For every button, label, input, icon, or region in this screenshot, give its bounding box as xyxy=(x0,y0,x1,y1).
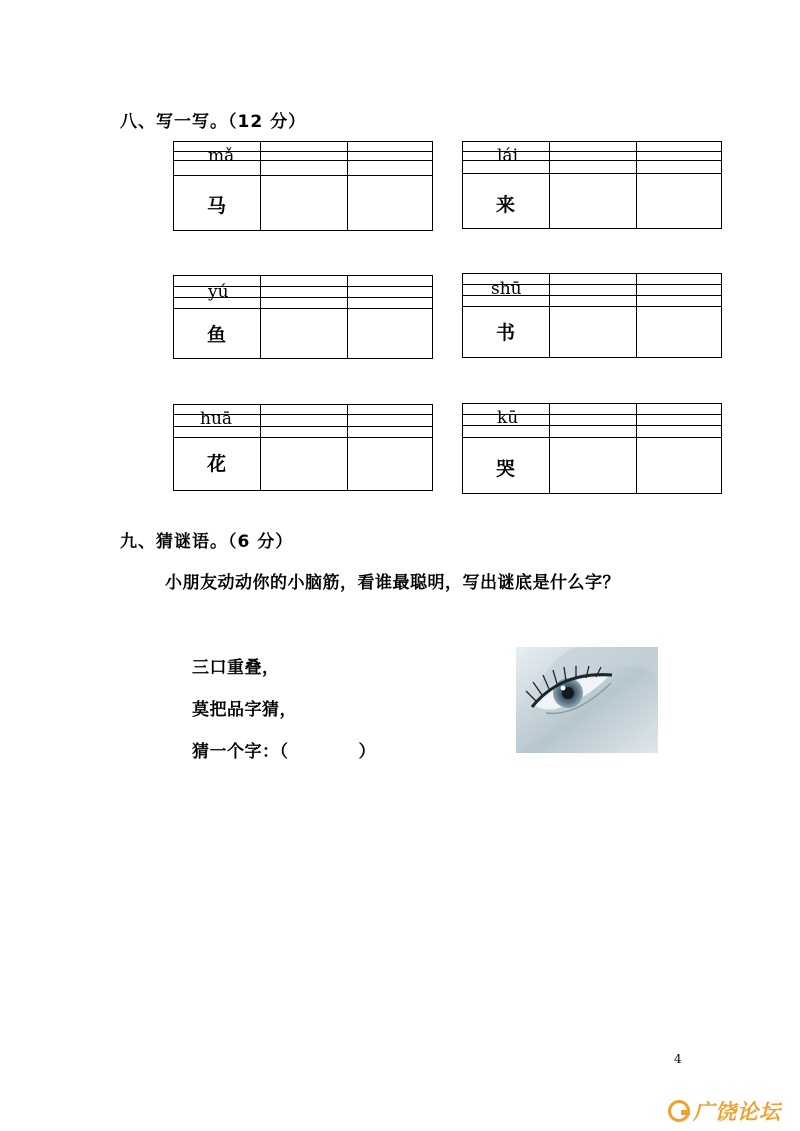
riddle-line-2: 莫把品字猜， xyxy=(192,700,297,720)
writing-box-lai xyxy=(462,141,722,229)
hanzi-label: 鱼 xyxy=(207,324,227,346)
writing-box-hua xyxy=(173,404,433,491)
riddle-line-1: 三口重叠， xyxy=(192,658,280,678)
hanzi-label: 花 xyxy=(207,453,227,475)
logo-mark-icon xyxy=(668,1100,690,1122)
writing-box-ku xyxy=(462,403,722,494)
writing-box-shu xyxy=(462,273,722,358)
site-logo xyxy=(668,1096,781,1126)
pinyin-label: mǎ xyxy=(208,146,235,166)
riddle-answer-line: 猜一个字：（ ） xyxy=(192,742,376,762)
page-number: 4 xyxy=(674,1052,682,1066)
logo-text: 广饶论坛 xyxy=(693,1100,781,1124)
pinyin-label: lái xyxy=(497,146,519,166)
writing-box-ma xyxy=(173,141,433,231)
section-9-heading: 九、猜谜语。（6 分） xyxy=(120,532,294,552)
section-8-heading: 八、写一写。（12 分） xyxy=(120,112,307,132)
writing-box-yu xyxy=(173,275,433,359)
hanzi-label: 马 xyxy=(207,195,227,217)
pinyin-label: kū xyxy=(497,408,519,428)
hanzi-label: 来 xyxy=(496,194,516,216)
riddle-instructions: 小朋友动动你的小脑筋，看谁最聪明，写出谜底是什么字？ xyxy=(165,573,620,593)
pinyin-label: shū xyxy=(491,279,522,299)
pinyin-label: yú xyxy=(208,282,229,302)
hanzi-label: 哭 xyxy=(496,458,516,480)
eye-photo xyxy=(516,647,658,753)
pinyin-label: huā xyxy=(200,409,233,429)
hanzi-label: 书 xyxy=(496,322,516,344)
